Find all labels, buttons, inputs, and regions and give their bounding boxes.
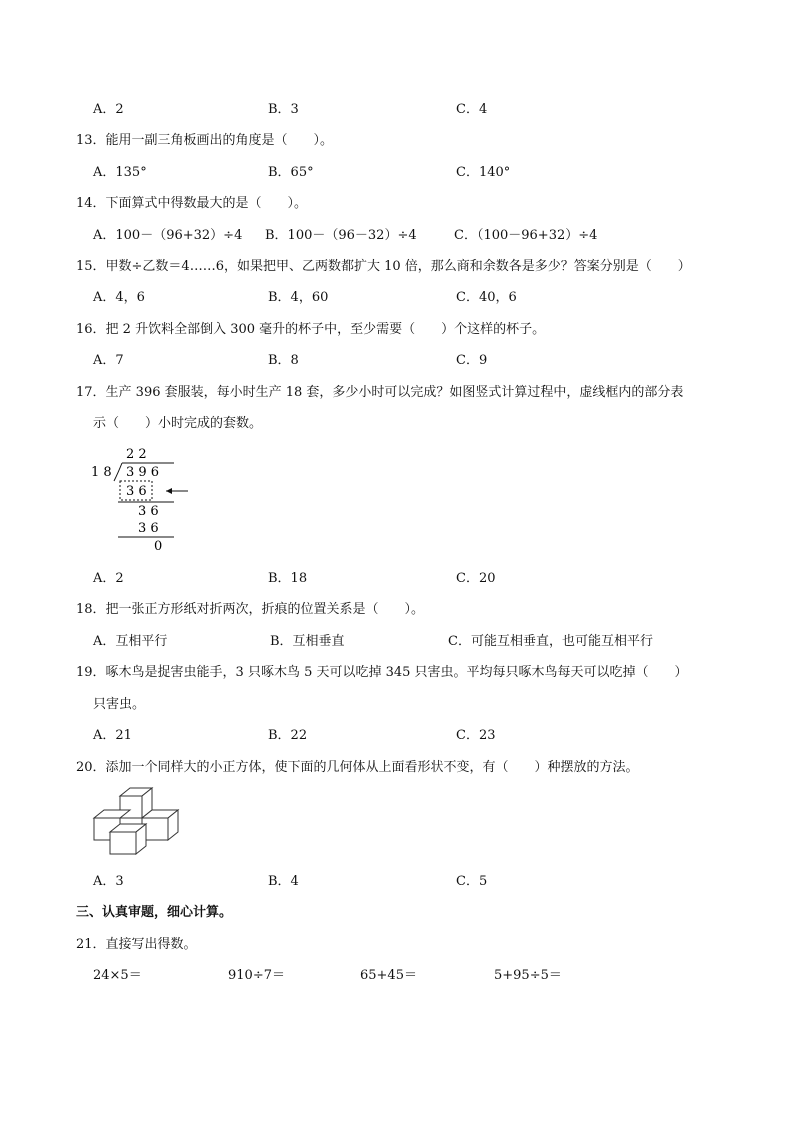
q18-option-c: C．可能互相垂直，也可能互相平行 bbox=[448, 634, 653, 649]
q13-option-b: B．65° bbox=[268, 165, 314, 180]
q18-option-b: B．互相垂直 bbox=[270, 634, 345, 649]
cube-front-front bbox=[110, 832, 136, 854]
q15-stem: 15．甲数÷乙数＝4……6，如果把甲、乙两数都扩大 10 倍，那么商和余数各是多少？答案分别是（ ） bbox=[76, 259, 691, 274]
q13-option-c: C．140° bbox=[456, 165, 511, 180]
q19-stem-line1: 19．啄木鸟是捉害虫能手，3 只啄木鸟 5 天可以吃掉 345 只害虫。平均每只啄木鸟每天可以吃掉（ ） bbox=[76, 665, 688, 680]
q20-option-a: A．3 bbox=[93, 874, 124, 889]
division-bracket bbox=[114, 463, 122, 481]
q14-option-c: C．（100－96+32）÷4 bbox=[454, 228, 598, 243]
q17-stem-line1: 17．生产 396 套服装，每小时生产 18 套，多少小时可以完成？如图竖式计算过程中，虚线框内的部分表 bbox=[76, 385, 684, 400]
cube-figure bbox=[90, 784, 190, 862]
q15-option-a: A．4，6 bbox=[93, 290, 145, 305]
q19-option-a: A．21 bbox=[93, 728, 132, 743]
q15-option-b: B．4，60 bbox=[268, 290, 329, 305]
q21-expr-2: 910÷7＝ bbox=[228, 968, 285, 983]
q20-option-b: B．4 bbox=[268, 874, 299, 889]
division-step3: 3 6 bbox=[138, 521, 159, 536]
q21-expr-3: 65+45＝ bbox=[360, 968, 417, 983]
q21-expr-1: 24×5＝ bbox=[93, 968, 142, 983]
q16-option-c: C．9 bbox=[456, 353, 488, 368]
q14-option-b: B．100－（96－32）÷4 bbox=[265, 228, 417, 243]
q17-stem-line2: 示（ ）小时完成的套数。 bbox=[93, 416, 263, 431]
division-divisor: 1 8 bbox=[91, 465, 112, 480]
q18-option-a: A．互相平行 bbox=[93, 634, 168, 649]
division-dividend: 3 9 6 bbox=[126, 465, 160, 480]
q16-option-a: A．7 bbox=[93, 353, 124, 368]
q17-option-a: A．2 bbox=[93, 571, 124, 586]
q17-option-b: B．18 bbox=[268, 571, 308, 586]
q19-stem-line2: 只害虫。 bbox=[93, 697, 146, 712]
q12-option-c: C．4 bbox=[456, 102, 488, 117]
q19-option-c: C．23 bbox=[456, 728, 496, 743]
section-3-title: 三、认真审题，细心计算。 bbox=[76, 905, 233, 920]
q17-option-c: C．20 bbox=[456, 571, 496, 586]
arrow-left-icon bbox=[166, 488, 172, 494]
q16-option-b: B．8 bbox=[268, 353, 299, 368]
q15-option-c: C．40，6 bbox=[456, 290, 517, 305]
division-step2: 3 6 bbox=[138, 504, 159, 519]
q18-stem: 18．把一张正方形纸对折两次，折痕的位置关系是（ ）。 bbox=[76, 602, 425, 617]
q16-stem: 16．把 2 升饮料全部倒入 300 毫升的杯子中，至少需要（ ）个这样的杯子。 bbox=[76, 322, 546, 337]
q20-option-c: C．5 bbox=[456, 874, 488, 889]
division-remainder: 0 bbox=[154, 539, 163, 554]
q21-expr-4: 5+95÷5＝ bbox=[494, 968, 562, 983]
q12-option-a: A．2 bbox=[93, 102, 124, 117]
q12-option-b: B．3 bbox=[268, 102, 299, 117]
division-quotient: 2 2 bbox=[126, 447, 147, 462]
q14-stem: 14．下面算式中得数最大的是（ ）。 bbox=[76, 196, 308, 211]
q13-stem: 13．能用一副三角板画出的角度是（ ）。 bbox=[76, 133, 334, 148]
q19-option-b: B．22 bbox=[268, 728, 308, 743]
q20-stem: 20．添加一个同样大的小正方体，使下面的几何体从上面看形状不变，有（ ）种摆放的方法。 bbox=[76, 760, 639, 775]
q14-option-a: A．100－（96+32）÷4 bbox=[93, 228, 243, 243]
q13-option-a: A．135° bbox=[93, 165, 147, 180]
q21-stem: 21．直接写出得数。 bbox=[76, 937, 197, 952]
division-step1: 3 6 bbox=[126, 484, 147, 499]
long-division-diagram bbox=[88, 443, 198, 555]
